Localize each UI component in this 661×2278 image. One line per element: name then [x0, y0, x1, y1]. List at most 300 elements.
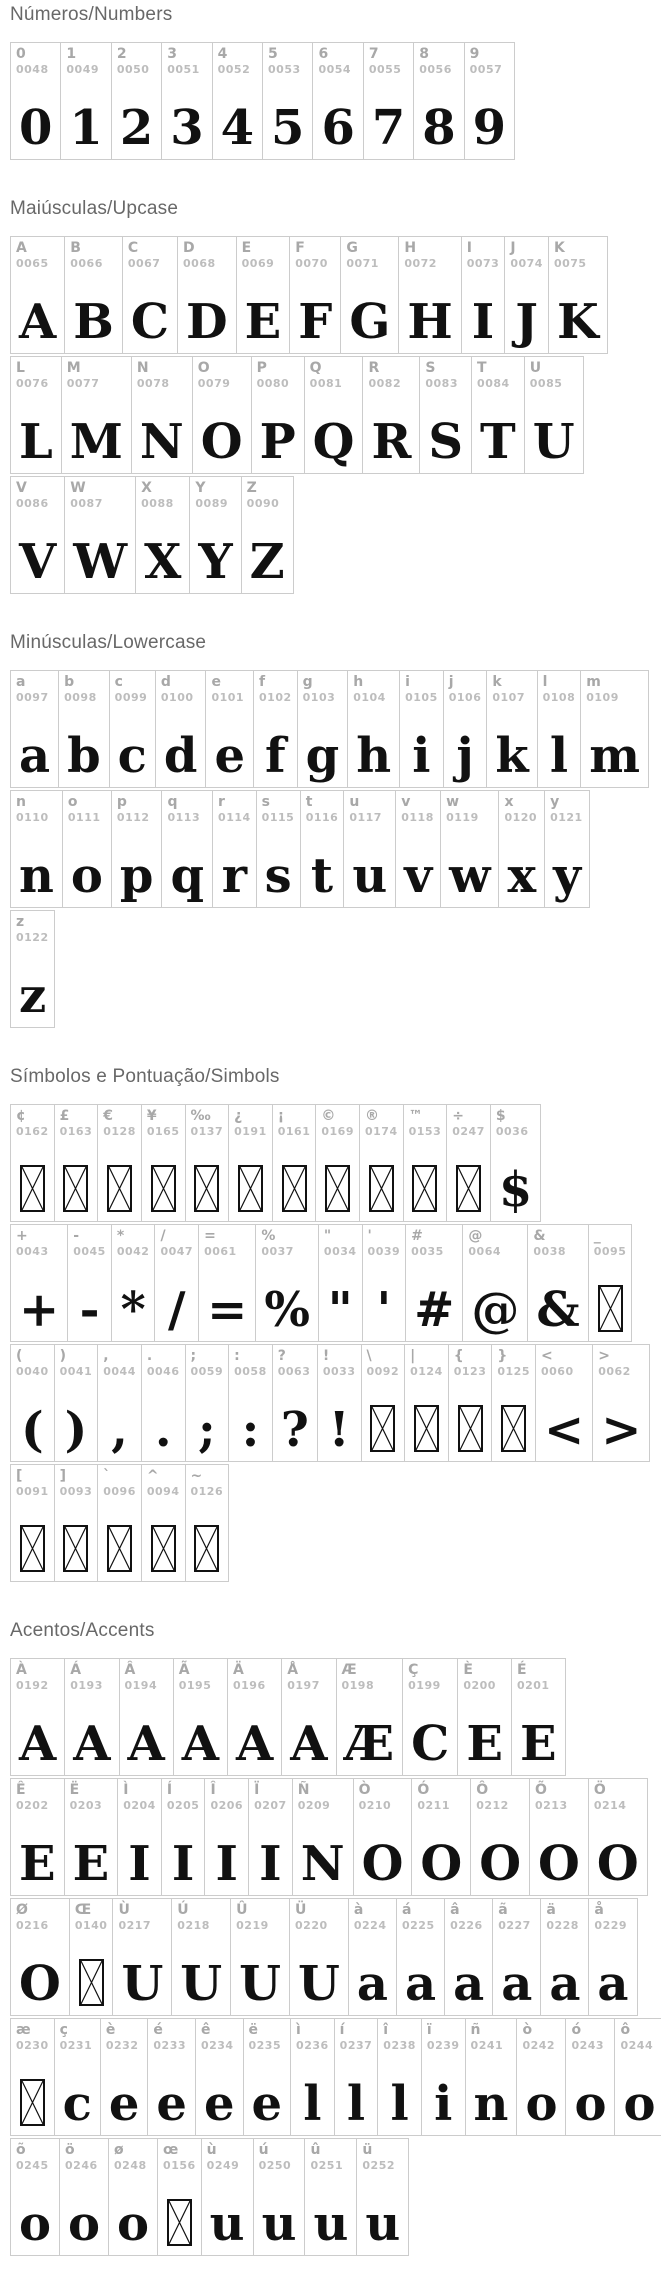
glyph-cell [154, 1224, 199, 1342]
cell-code-label: 0037 [261, 1245, 294, 1259]
cell-character-label: s [261, 794, 271, 810]
section-uppercase [10, 198, 651, 594]
cell-code-label: 0121 [550, 811, 583, 825]
cell-code-label: 0069 [241, 257, 275, 271]
cell-code-label: 0064 [468, 1245, 502, 1259]
cell-character-label: } [497, 1348, 508, 1364]
glyph-sample: Y [198, 534, 233, 591]
numbers-glyph-grid [10, 42, 651, 160]
glyph-sample: o [117, 2196, 150, 2253]
glyph-sample: x [507, 848, 537, 905]
cell-code-label: 0035 [411, 1245, 444, 1259]
cell-code-label: 0033 [322, 1365, 356, 1379]
cell-character-label: ) [59, 1348, 67, 1364]
glyph-sample: w [449, 848, 491, 905]
cell-code-label: 0212 [476, 1799, 509, 1813]
glyph-sample: N [300, 1836, 345, 1893]
glyph-sample: l [303, 2076, 322, 2133]
cell-code-label: 0046 [146, 1365, 180, 1379]
glyph-cell [537, 670, 582, 788]
cell-code-label: 0114 [218, 811, 251, 825]
uppercase-glyph-grid [10, 236, 651, 594]
cell-code-label: 0104 [353, 691, 386, 705]
missing-glyph-icon [20, 1165, 45, 1212]
cell-character-label: D [183, 240, 195, 256]
cell-character-label: c [114, 674, 123, 690]
glyph-cell [228, 1344, 273, 1462]
glyph-cell [300, 790, 345, 908]
cell-character-label: 9 [469, 46, 480, 62]
cell-character-label: Î [210, 1782, 216, 1798]
cell-code-label: 0231 [59, 2039, 93, 2053]
section-title-lowercase: Minúsculas/Lowercase [10, 632, 207, 653]
cell-code-label: 0071 [346, 257, 379, 271]
cell-character-label: { [453, 1348, 464, 1364]
glyph-cell [141, 1104, 186, 1222]
glyph-cell [504, 236, 549, 354]
glyph-sample: l [346, 2076, 366, 2133]
glyph-cell [131, 356, 193, 474]
glyph-sample: o [68, 2196, 101, 2253]
glyph-sample: W [73, 534, 128, 591]
cell-code-label: 0140 [74, 1919, 108, 1933]
glyph-cell [421, 2018, 466, 2136]
glyph-sample: z [19, 968, 47, 1025]
cell-code-label: 0112 [116, 811, 150, 825]
glyph-sample: Z [249, 534, 285, 591]
glyph-sample: a [453, 1956, 485, 2013]
glyph-sample: J [515, 294, 538, 351]
glyph-cell [10, 1344, 55, 1462]
cell-code-label: 0092 [366, 1365, 400, 1379]
cell-character-label: - [73, 1228, 80, 1244]
cell-character-label: z [16, 914, 25, 930]
cell-code-label: 0227 [498, 1919, 531, 1933]
glyph-cell [212, 42, 263, 160]
glyph-sample: e [108, 2076, 140, 2133]
glyph-sample: A [73, 1716, 111, 1773]
glyph-sample: A [127, 1716, 165, 1773]
cell-code-label: 0213 [535, 1799, 568, 1813]
cell-code-label: 0244 [620, 2039, 654, 2053]
cell-character-label: Ö [593, 1782, 606, 1798]
glyph-row [10, 236, 608, 354]
cell-code-label: 0056 [419, 63, 452, 77]
cell-character-label: ï [426, 2022, 432, 2038]
glyph-sample: A [19, 1716, 57, 1773]
glyph-cell [112, 1898, 172, 2016]
cell-code-label: 0090 [246, 497, 280, 511]
glyph-cell [64, 1778, 119, 1896]
cell-code-label: 0226 [450, 1919, 483, 1933]
cell-character-label: [ [16, 1468, 23, 1484]
cell-character-label: . [146, 1348, 153, 1364]
cell-code-label: 0115 [261, 811, 295, 825]
cell-character-label: û [310, 2142, 321, 2158]
glyph-cell [614, 2018, 661, 2136]
cell-code-label: 0101 [211, 691, 245, 705]
glyph-sample: r [221, 848, 247, 905]
cell-character-label: œ [163, 2142, 179, 2158]
cell-character-label: Ë [69, 1782, 80, 1798]
cell-code-label: 0096 [103, 1485, 136, 1499]
missing-glyph-icon [414, 1405, 439, 1452]
glyph-sample: O [538, 1836, 580, 1893]
glyph-sample: o [19, 2196, 52, 2253]
cell-code-label: 0203 [69, 1799, 103, 1813]
cell-character-label: â [450, 1902, 460, 1918]
cell-character-label: _ [593, 1228, 601, 1244]
glyph-sample: 2 [119, 100, 154, 157]
glyph-sample: u [209, 2196, 245, 2253]
cell-character-label: È [463, 1662, 473, 1678]
cell-code-label: 0220 [295, 1919, 328, 1933]
glyph-row [10, 910, 55, 1028]
glyph-sample: v [404, 848, 433, 905]
cell-character-label: Ì [123, 1782, 129, 1798]
glyph-row [10, 476, 294, 594]
cell-code-label: 0123 [453, 1365, 487, 1379]
cell-character-label: j [448, 674, 454, 690]
glyph-cell [281, 1658, 336, 1776]
cell-code-label: 0085 [529, 377, 563, 391]
cell-code-label: 0034 [323, 1245, 357, 1259]
glyph-sample: a [501, 1956, 533, 2013]
section-numbers [10, 4, 651, 160]
cell-character-label: ¡ [277, 1108, 285, 1124]
cell-character-label: 4 [217, 46, 228, 62]
cell-code-label: 0201 [516, 1679, 550, 1693]
cell-character-label: e [211, 674, 221, 690]
cell-code-label: 0043 [16, 1245, 49, 1259]
cell-character-label: R [368, 360, 380, 376]
glyph-cell [524, 356, 584, 474]
glyph-cell [109, 670, 156, 788]
glyph-cell [58, 670, 110, 788]
glyph-sample: j [456, 728, 474, 785]
glyph-cell [117, 1778, 162, 1896]
glyph-cell [248, 1778, 293, 1896]
cell-code-label: 0051 [167, 63, 200, 77]
cell-code-label: 0174 [365, 1125, 398, 1139]
cell-code-label: 0073 [466, 257, 500, 271]
glyph-sample: R [371, 414, 412, 471]
cell-character-label: Œ [74, 1902, 92, 1918]
cell-character-label: ] [59, 1468, 67, 1484]
glyph-cell [161, 42, 212, 160]
cell-code-label: 0094 [146, 1485, 180, 1499]
cell-character-label: ê [200, 2022, 211, 2038]
glyph-cell [440, 790, 499, 908]
glyph-cell [135, 476, 190, 594]
missing-glyph-icon [151, 1165, 176, 1212]
cell-code-label: 0066 [70, 257, 103, 271]
glyph-sample: V [19, 534, 57, 591]
cell-code-label: 0235 [248, 2039, 282, 2053]
cell-code-label: 0242 [522, 2039, 556, 2053]
glyph-cell [54, 1104, 99, 1222]
glyph-sample: b [67, 728, 101, 785]
cell-character-label: 5 [268, 46, 278, 62]
cell-code-label: 0091 [16, 1485, 49, 1499]
cell-code-label: 0225 [401, 1919, 435, 1933]
cell-character-label: l [542, 674, 548, 690]
cell-code-label: 0239 [426, 2039, 460, 2053]
glyph-cell [10, 236, 65, 354]
glyph-sample: . [154, 1402, 172, 1459]
cell-character-label: Ú [177, 1902, 189, 1918]
glyph-sample: e [214, 728, 246, 785]
glyph-cell [362, 356, 420, 474]
cell-code-label: 0081 [309, 377, 343, 391]
cell-code-label: 0218 [177, 1919, 210, 1933]
cell-character-label: S [425, 360, 436, 376]
cell-character-label: ä [546, 1902, 556, 1918]
cell-code-label: 0045 [73, 1245, 106, 1259]
cell-character-label: < [541, 1348, 553, 1364]
glyph-cell [312, 42, 363, 160]
glyph-cell [262, 42, 313, 160]
cell-character-label: @ [468, 1228, 483, 1244]
missing-glyph-icon [63, 1525, 88, 1572]
glyph-cell [317, 1344, 362, 1462]
glyph-sample: > [601, 1402, 642, 1459]
cell-code-label: 0076 [16, 377, 49, 391]
cell-code-label: 0122 [16, 931, 49, 945]
glyph-cell [195, 2018, 244, 2136]
cell-character-label: K [553, 240, 565, 256]
glyph-cell [405, 1224, 463, 1342]
glyph-sample: D [186, 294, 228, 351]
cell-character-label: r [218, 794, 225, 810]
glyph-sample: A [181, 1716, 219, 1773]
glyph-cell [243, 2018, 292, 2136]
cell-character-label: Ç [408, 1662, 419, 1678]
glyph-sample: E [72, 1836, 110, 1893]
cell-character-label: m [586, 674, 601, 690]
glyph-cell [141, 1464, 186, 1582]
cell-character-label: 7 [368, 46, 379, 62]
glyph-cell [362, 1224, 407, 1342]
glyph-sample: E [19, 1836, 56, 1893]
glyph-cell [588, 1778, 648, 1896]
glyph-cell [348, 1898, 397, 2016]
glyph-cell [289, 236, 341, 354]
cell-character-label: k [492, 674, 502, 690]
glyph-cell [465, 2018, 518, 2136]
glyph-cell [122, 236, 178, 354]
glyph-sample: 0 [19, 100, 53, 157]
glyph-cell [10, 1224, 68, 1342]
cell-character-label: w [446, 794, 460, 810]
glyph-sample: o [623, 2076, 656, 2133]
glyph-sample: i [434, 2076, 453, 2133]
cell-code-label: 0070 [295, 257, 328, 271]
cell-code-label: 0216 [16, 1919, 49, 1933]
glyph-cell [443, 670, 488, 788]
glyph-cell [343, 790, 396, 908]
glyph-cell [516, 2018, 566, 2136]
cell-code-label: 0048 [16, 63, 49, 77]
cell-character-label: | [410, 1348, 416, 1364]
missing-glyph-icon [325, 1165, 350, 1212]
glyph-cell [100, 2018, 149, 2136]
glyph-cell [419, 356, 472, 474]
cell-character-label: ~ [190, 1468, 203, 1484]
cell-code-label: 0089 [195, 497, 229, 511]
cell-code-label: 0125 [497, 1365, 530, 1379]
missing-glyph-icon [412, 1165, 437, 1212]
cell-character-label: $ [495, 1108, 506, 1124]
glyph-cell [540, 1898, 589, 2016]
cell-code-label: 0211 [417, 1799, 450, 1813]
glyph-cell [185, 1104, 230, 1222]
cell-code-label: 0245 [16, 2159, 49, 2173]
glyph-cell [256, 790, 301, 908]
cell-code-label: 0078 [136, 377, 170, 391]
glyph-sample: O [596, 1836, 639, 1893]
glyph-sample: O [479, 1836, 521, 1893]
glyph-cell [10, 42, 61, 160]
cell-code-label: 0230 [16, 2039, 49, 2053]
cell-code-label: 0204 [123, 1799, 156, 1813]
cell-character-label: ò [522, 2022, 533, 2038]
glyph-sample: A [19, 294, 57, 351]
cell-code-label: 0099 [114, 691, 148, 705]
cell-code-label: 0038 [533, 1245, 567, 1259]
glyph-sample: 6 [321, 100, 355, 157]
glyph-sample: c [117, 728, 147, 785]
glyph-sample: c [62, 2076, 92, 2133]
cell-code-label: 0108 [542, 691, 576, 705]
cell-code-label: 0105 [405, 691, 438, 705]
cell-character-label: v [401, 794, 411, 810]
glyph-cell [10, 790, 63, 908]
cell-character-label: = [204, 1228, 216, 1244]
glyph-cell [398, 236, 461, 354]
section-title-numbers: Números/Numbers [10, 4, 173, 25]
missing-glyph-icon [167, 2199, 192, 2246]
cell-character-label: ø [114, 2142, 124, 2158]
glyph-sample: ) [64, 1402, 88, 1459]
section-title-uppercase: Maiúsculas/Upcase [10, 198, 179, 219]
glyph-cell [64, 476, 136, 594]
glyph-row [10, 356, 584, 474]
cell-character-label: n [16, 794, 26, 810]
glyph-cell [10, 356, 62, 474]
glyph-sample: i [412, 728, 431, 785]
glyph-cell [565, 2018, 615, 2136]
glyph-sample: m [589, 728, 641, 785]
glyph-row [10, 1658, 566, 1776]
glyph-cell [272, 1344, 318, 1462]
glyph-cell [297, 670, 349, 788]
glyph-sample: 4 [220, 100, 255, 157]
glyph-cell [471, 356, 525, 474]
cell-code-label: 0079 [197, 377, 231, 391]
cell-code-label: 0088 [141, 497, 174, 511]
glyph-sample: 8 [422, 100, 456, 157]
missing-glyph-icon [194, 1165, 219, 1212]
missing-glyph-icon [456, 1165, 481, 1212]
glyph-sample: p [119, 848, 154, 905]
cell-code-label: 0229 [594, 1919, 628, 1933]
glyph-cell [161, 790, 213, 908]
cell-code-label: 0067 [127, 257, 161, 271]
cell-code-label: 0161 [277, 1125, 311, 1139]
glyph-cell [141, 1344, 186, 1462]
cell-code-label: 0198 [341, 1679, 375, 1693]
cell-character-label: æ [16, 2022, 31, 2038]
cell-code-label: 0054 [318, 63, 352, 77]
glyph-cell [411, 1778, 471, 1896]
glyph-cell [10, 1658, 65, 1776]
glyph-sample: / [168, 1282, 186, 1339]
glyph-cell [347, 670, 400, 788]
glyph-cell [544, 790, 590, 908]
glyph-sample: @ [471, 1282, 520, 1339]
glyph-sample: a [356, 1956, 388, 2013]
cell-character-label: , [103, 1348, 109, 1364]
glyph-sample: O [420, 1836, 463, 1893]
cell-character-label: ë [248, 2022, 258, 2038]
glyph-sample: a [597, 1956, 629, 2013]
cell-code-label: 0058 [234, 1365, 267, 1379]
cell-code-label: 0087 [70, 497, 103, 511]
cell-code-label: 0237 [339, 2039, 373, 2053]
cell-character-label: ñ [470, 2022, 481, 2038]
glyph-cell [340, 236, 399, 354]
cell-character-label: 1 [66, 46, 77, 62]
glyph-cell [54, 2018, 101, 2136]
cell-character-label: L [16, 360, 25, 376]
section-symbols [10, 1066, 651, 1582]
cell-code-label: 0234 [200, 2039, 234, 2053]
glyph-cell [185, 1464, 230, 1582]
cell-code-label: 0228 [546, 1919, 579, 1933]
glyph-row [10, 1224, 632, 1342]
glyph-cell [241, 476, 294, 594]
cell-code-label: 0248 [114, 2159, 147, 2173]
glyph-cell [108, 2138, 158, 2256]
missing-glyph-icon [282, 1165, 307, 1212]
glyph-sample: U [298, 1956, 340, 2013]
glyph-cell [64, 1658, 119, 1776]
glyph-cell [396, 1898, 445, 2016]
cell-code-label: 0063 [277, 1365, 311, 1379]
glyph-cell [363, 42, 414, 160]
cell-character-label: I [466, 240, 472, 256]
glyph-cell [395, 790, 441, 908]
glyph-cell [10, 910, 55, 1028]
glyph-cell [54, 1464, 99, 1582]
glyph-sample: e [156, 2076, 187, 2133]
cell-character-label: ó [571, 2022, 582, 2038]
glyph-sample: o [70, 848, 103, 905]
cell-character-label: Æ [341, 1662, 357, 1678]
glyph-cell [527, 1224, 588, 1342]
glyph-sample: H [407, 294, 453, 351]
cell-character-label: é [153, 2022, 163, 2038]
glyph-sample: , [111, 1402, 128, 1459]
glyph-cell [318, 1224, 363, 1342]
cell-code-label: 0053 [268, 63, 301, 77]
glyph-sample: E [244, 294, 282, 351]
cell-character-label: Ò [358, 1782, 371, 1798]
glyph-cell [230, 1898, 290, 2016]
cell-code-label: 0162 [16, 1125, 49, 1139]
cell-code-label: 0241 [470, 2039, 504, 2053]
